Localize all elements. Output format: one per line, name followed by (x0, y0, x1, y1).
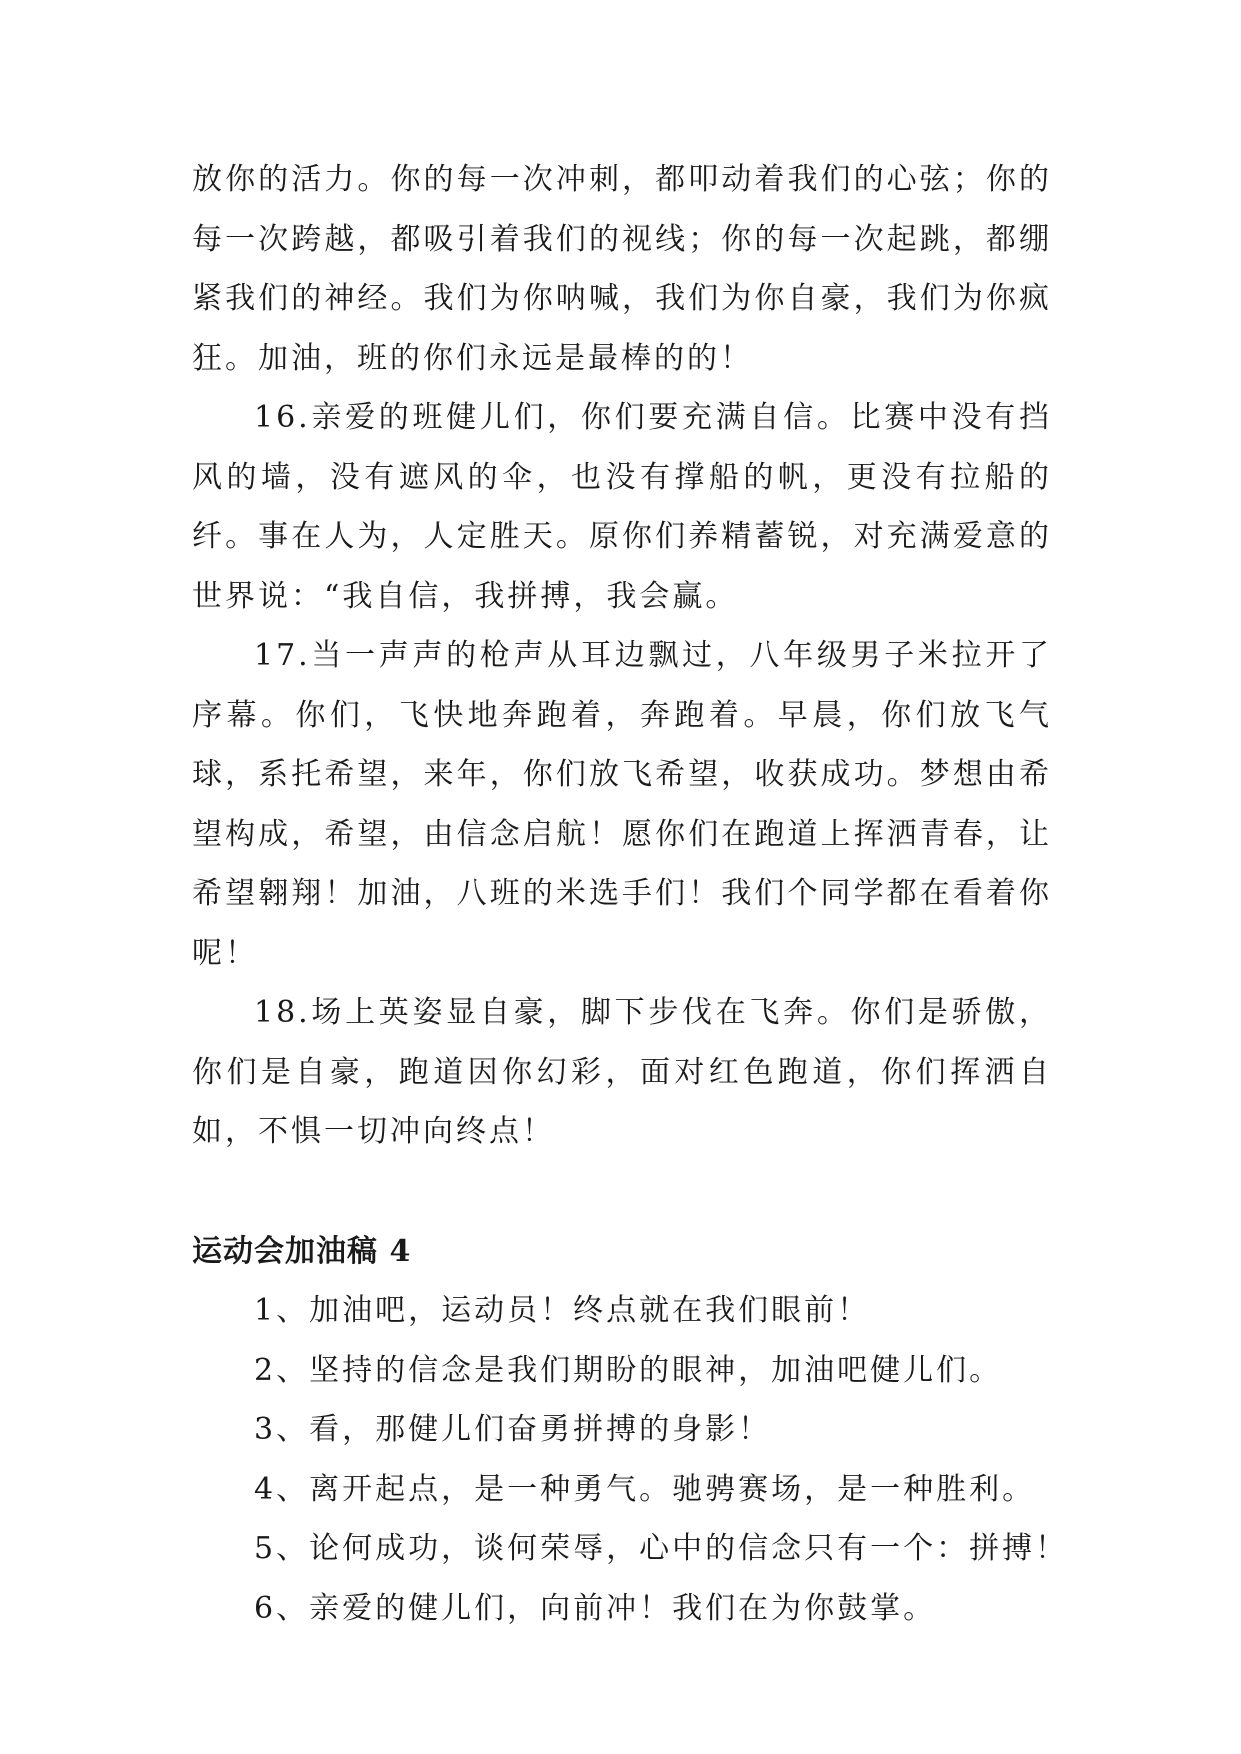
paragraph-18: 18.场上英姿显自豪，脚下步伐在飞奔。你们是骄傲，你们是自豪，跑道因你幻彩，面对红色跑道，你们挥洒自如，不惧一切冲向终点！ (192, 995, 1052, 1149)
list-item: 3、看，那健儿们奋勇拼搏的身影！ (254, 1412, 772, 1447)
paragraph-continued: 放你的活力。你的每一次冲刺，都叩动着我们的心弦；你的每一次跨越，都吸引着我们的视线；你的每一次起跳，都绷紧我们的神经。我们为你呐喊，我们为你自豪，我们为你疯狂。加油，班的你们永远是最棒的的！ (192, 162, 1052, 376)
paragraph-17: 17.当一声声的枪声从耳边飘过，八年级男子米拉开了序幕。你们，飞快地奔跑着，奔跑着。早晨，你们放飞气球，系托希望，来年，你们放飞希望，收获成功。梦想由希望构成，希望，由信念启航！愿你们在跑道上挥洒青春，让希望翱翔！加油，八班的米选手们！我们个同学都在看着你呢！ (192, 638, 1052, 971)
section-title: 运动会加油稿 4 (192, 1233, 412, 1269)
list-item: 6、亲爱的健儿们，向前冲！我们在为你鼓掌。 (254, 1590, 937, 1626)
cheer-list (192, 1281, 1069, 1638)
document-page (192, 150, 1069, 1638)
list-item: 4、离开起点，是一种勇气。驰骋赛场，是一种胜利。 (254, 1471, 1036, 1507)
list-item: 1、加油吧，运动员！终点就在我们眼前！ (254, 1293, 871, 1328)
list-item: 2、坚持的信念是我们期盼的眼神，加油吧健儿们。 (254, 1352, 1003, 1388)
paragraph-16: 16.亲爱的班健儿们，你们要充满自信。比赛中没有挡风的墙，没有遮风的伞，也没有撑船的帆，更没有拉船的纤。事在人为，人定胜天。原你们养精蓄锐，对充满爱意的世界说：“我自信，我拼搏，我会赢。 (192, 400, 1052, 614)
list-item: 5、论何成功，谈何荣辱，心中的信念只有一个：拼搏！ (254, 1531, 1069, 1566)
